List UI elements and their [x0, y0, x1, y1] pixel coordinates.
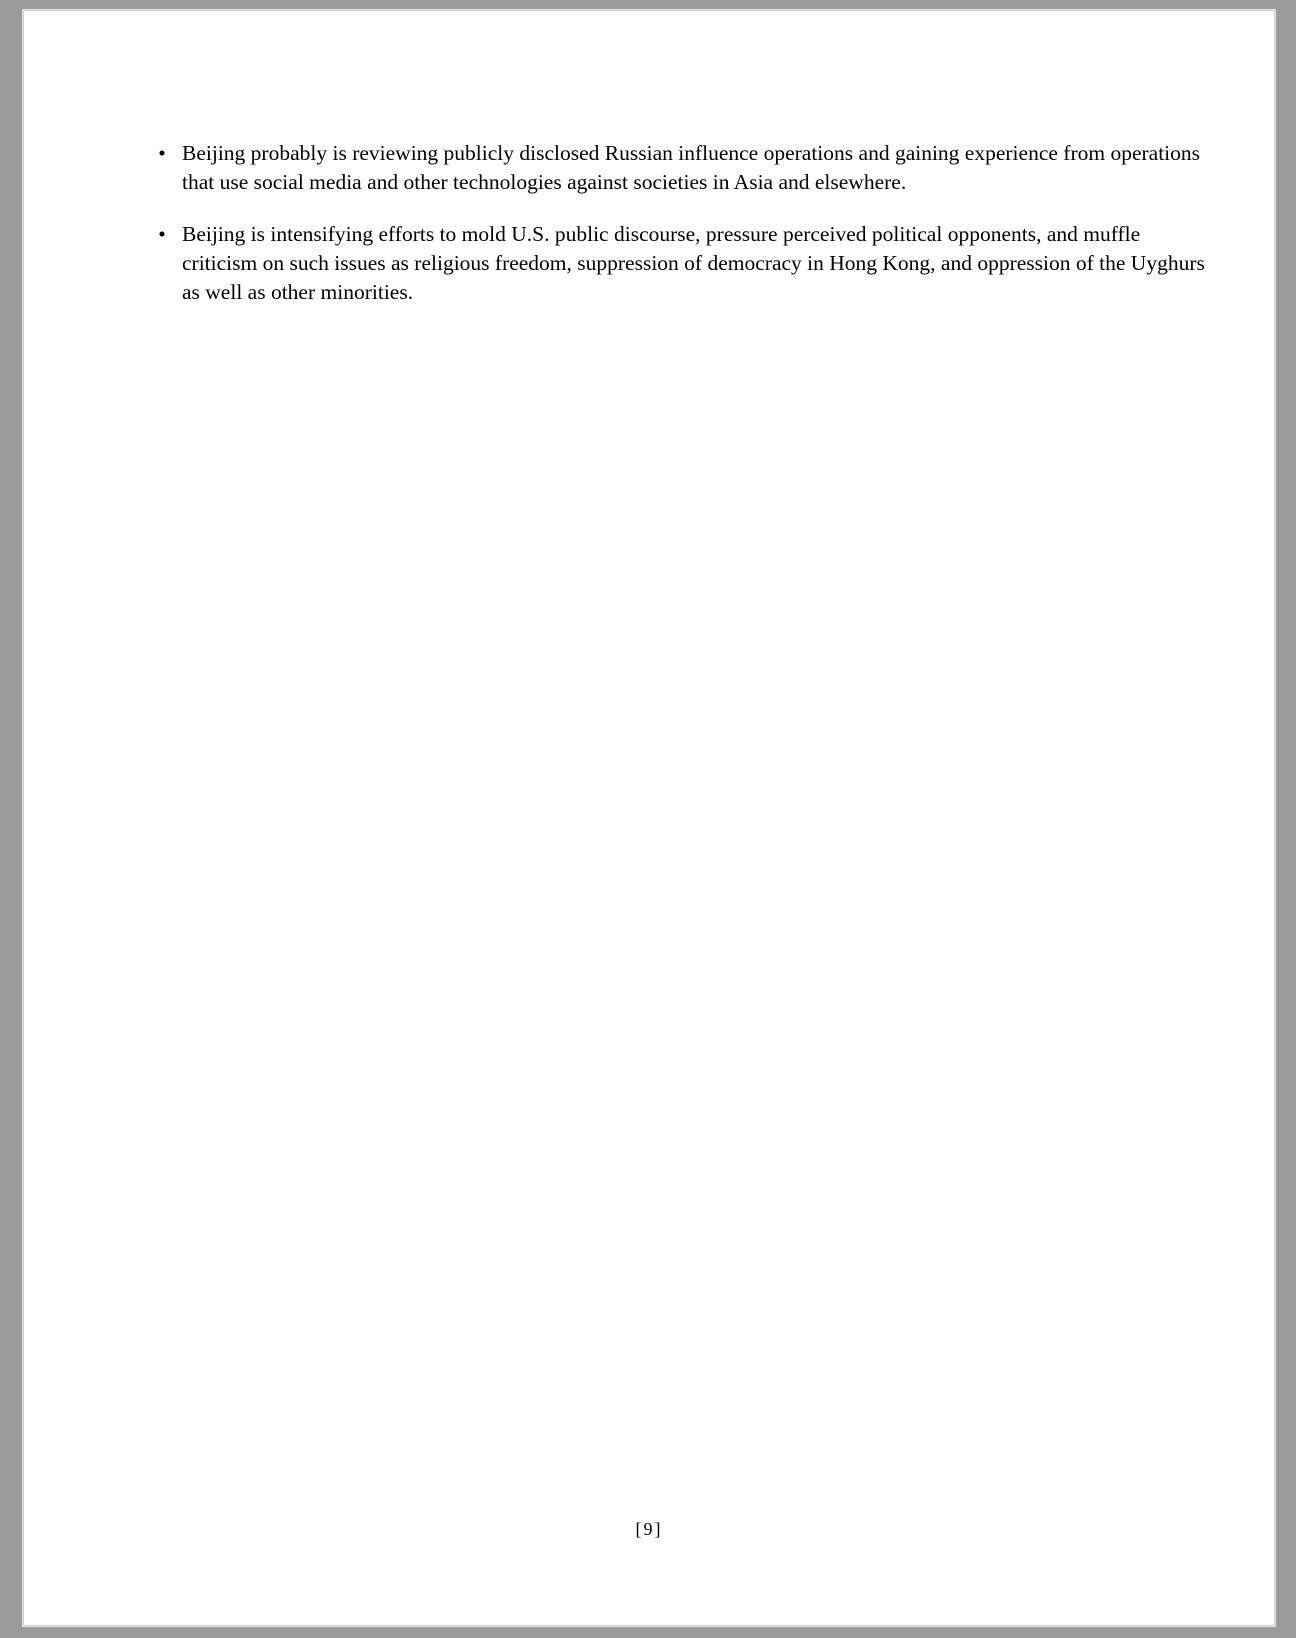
bullet-item: [154, 220, 1214, 307]
bullet-list: [154, 139, 1214, 330]
bullet-text: Beijing probably is reviewing publicly disclosed Russian influence operations and gaining experience from operations that use social media and other technologies against societies in Asia and elsewhere.: [182, 141, 1201, 194]
bullet-marker: •: [158, 141, 166, 165]
bullet-marker: •: [158, 222, 166, 246]
page-number: [9]: [635, 1519, 663, 1539]
document-page: [24, 11, 1274, 1625]
bullet-text: Beijing is intensifying efforts to mold U.S. public discourse, pressure perceived political opponents, and muffle criticism on such issues as religious freedom, suppression of democracy in Hong Kong, and oppression of the Uyghurs as well as other minorities.: [182, 222, 1205, 304]
bullet-item: [154, 139, 1214, 197]
